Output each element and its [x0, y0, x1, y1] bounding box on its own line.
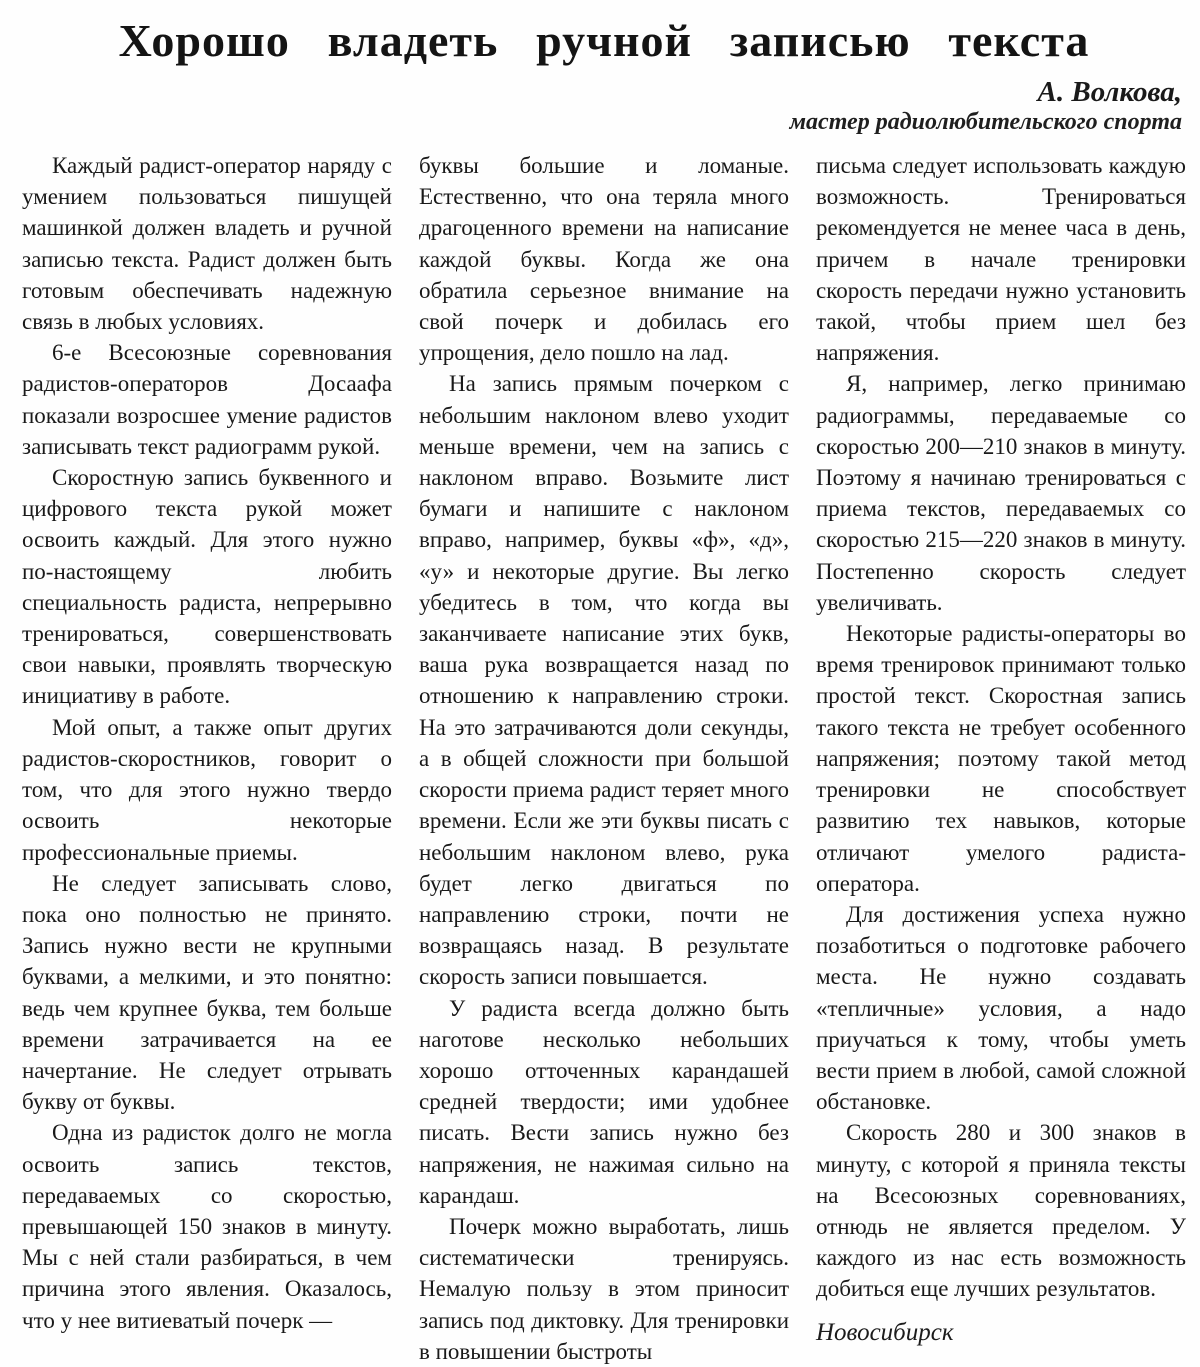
paragraph: У радиста всегда должно быть наготове несколько небольших хорошо отточенных карандашей средней твердости; ими удобнее писать. Вести запись нужно без напряжения, не нажимая сильно на карандаш. — [419, 995, 789, 1208]
signature-location: Новосибирск — [816, 1318, 954, 1346]
byline — [22, 77, 1186, 137]
paragraph: Некоторые радисты-операторы во время тренировок принимают только простой текст. Скоростная запись такого текста не требует особенного напряжения; поэтому такой метод тренировки не способствует развитию тех навыков, которые отличают умелого радиста-оператора. — [816, 621, 1186, 896]
paragraph: Мой опыт, а также опыт других радистов-скоростников, говорит о том, что для этого нужно твердо освоить некоторые профессиональные приемы. — [22, 714, 392, 865]
article-body — [22, 150, 1186, 1367]
paragraph-continuation: буквы большие и ломаные. Естественно, что она теряла много драгоценного времени на написание каждой буквы. Когда же она обратила серьезное внимание на свой почерк и добилась его упрощения, дело пошло на лад. — [419, 153, 789, 366]
paragraph: Одна из радисток долго не могла освоить запись текстов, передаваемых со скоростью, превышающей 150 знаков в минуту. Мы с ней стали разбираться, в чем причина этого явления. Оказалось, что у нее витиеватый почерк — — [22, 1120, 392, 1333]
paragraph: Почерк можно выработать, лишь систематически тренируясь. Немалую пользу в этом приносит запись под диктовку. Для тренировки в повышении быстроты — [419, 1213, 789, 1364]
paragraph: Я, например, легко принимаю радиограммы, передаваемые со скоростью 200—210 знаков в минуту. Поэтому я начинаю тренироваться с приема текстов, передаваемых со скоростью 215—220 знаков в минуту. Постепенно скорость следует увеличивать. — [816, 371, 1186, 615]
paragraph: Скорость 280 и 300 знаков в минуту, с которой я приняла тексты на Всесоюзных соревнованиях, отнюдь не является пределом. У каждого из нас есть возможность добиться еще лучших результатов. — [816, 1120, 1186, 1302]
column-1 — [22, 150, 392, 1367]
paragraph: Каждый радист-оператор наряду с умением пользоваться пишущей машинкой должен владеть и ручной записью текста. Радист должен быть готовым обеспечивать надежную связь в любых условиях. — [22, 153, 392, 335]
byline-author-role: мастер радиолюбительского спорта — [789, 109, 1182, 136]
paragraph: На запись прямым почерком с небольшим наклоном влево уходит меньше времени, чем на запись с наклоном вправо. Возьмите лист бумаги и напишите с наклоном вправо, например, буквы «ф», «д», «у» и некоторые другие. Вы легко убедитесь в том, что когда вы заканчиваете написание этих букв, ваша рука возвращается назад по отношению к направлению строки. На это затрачиваются доли секунды, а в общей сложности при большой скорости приема радист теряет много времени. Если же эти буквы писать с небольшим наклоном влево, рука будет легко двигаться по направлению строки, почти не возвращаясь назад. В результате скорость записи повышается. — [419, 371, 789, 990]
paragraph-continuation: письма следует использовать каждую возможность. Тренироваться рекомендуется не менее часа в день, причем в начале тренировки скорость передачи нужно установить такой, чтобы прием шел без напряжения. — [816, 153, 1186, 366]
paragraph: 6-е Всесоюзные соревнования радистов-операторов Досаафа показали возросшее умение радистов записывать текст радиограмм рукой. — [22, 340, 392, 459]
column-2 — [419, 150, 789, 1367]
byline-author-name: А. Волкова, — [1037, 76, 1182, 108]
paragraph: Для достижения успеха нужно позаботиться о подготовке рабочего места. Не нужно создавать «тепличные» условия, а надо приучаться к тому, чтобы уметь вести прием в любой, самой сложной обстановке. — [816, 901, 1186, 1115]
paragraph: Не следует записывать слово, пока оно полностью не принято. Запись нужно вести не крупными буквами, а мелкими, и это понятно: ведь чем крупнее буква, тем больше времени затрачивается на ее начертание. Не следует отрывать букву от буквы. — [22, 870, 392, 1115]
article-title: Хорошо владеть ручной записью текста — [118, 15, 1090, 66]
paragraph: Скоростную запись буквенного и цифрового текста рукой может освоить каждый. Для этого нужно по-настоящему любить специальность радиста, непрерывно тренироваться, совершенствовать свои навыки, проявлять творческую инициативу в работе. — [22, 465, 392, 709]
column-3 — [816, 150, 1186, 1367]
